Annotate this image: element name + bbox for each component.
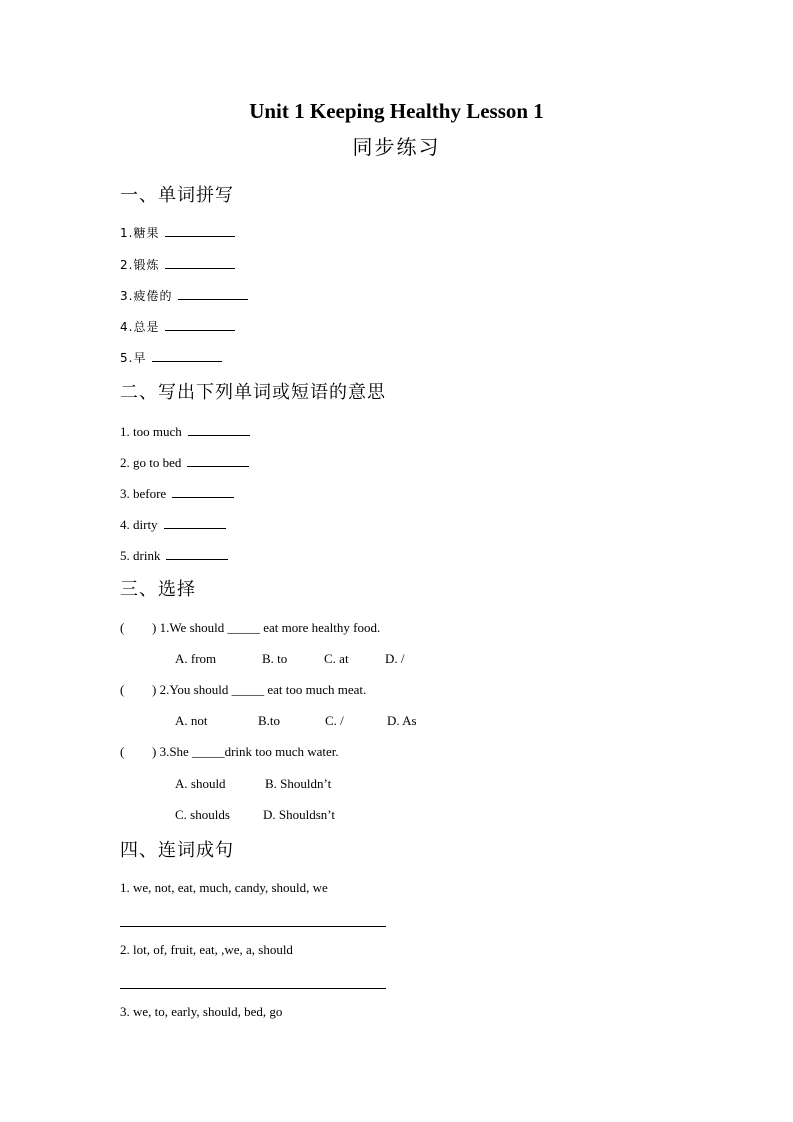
list-item — [120, 316, 235, 336]
question-text: ) 2.You should _____ eat too much meat. — [152, 682, 367, 697]
list-item — [120, 285, 248, 305]
answer-paren[interactable]: ( — [120, 682, 125, 697]
option-a: A. should — [175, 776, 226, 791]
list-item — [120, 222, 235, 242]
item-label: 3.疲倦的 — [120, 289, 173, 303]
option-d: D. Shouldsn’t — [263, 807, 335, 822]
question-1 — [120, 619, 380, 637]
question-2 — [120, 681, 366, 699]
option-c: C. at — [324, 651, 349, 666]
question-3 — [120, 743, 339, 761]
section-heading-meanings: 二、写出下列单词或短语的意思 — [120, 382, 386, 403]
page-subtitle: 同步练习 — [352, 135, 441, 159]
option-d: D. / — [385, 651, 405, 666]
list-item: 2. lot, of, fruit, eat, ,we, a, should — [120, 942, 293, 957]
answer-blank[interactable] — [172, 483, 234, 498]
section-heading-spelling: 一、单词拼写 — [120, 185, 234, 206]
answer-blank[interactable] — [187, 452, 249, 467]
item-label: 4.总是 — [120, 320, 160, 334]
item-label: 4. dirty — [120, 517, 158, 532]
question-text: ) 3.She _____drink too much water. — [152, 744, 339, 759]
question-text: ) 1.We should _____ eat more healthy food. — [152, 620, 381, 635]
option-c: C. shoulds — [175, 807, 230, 822]
item-label: 5.早 — [120, 351, 147, 365]
list-item — [120, 514, 226, 534]
answer-line[interactable] — [120, 988, 386, 989]
list-item — [120, 483, 234, 503]
item-label: 1. too much — [120, 424, 182, 439]
option-d: D. As — [387, 713, 417, 728]
page-title: Unit 1 Keeping Healthy Lesson 1 — [249, 99, 544, 123]
list-item: 1. we, not, eat, much, candy, should, we — [120, 880, 328, 895]
item-label: 5. drink — [120, 548, 161, 563]
answer-blank[interactable] — [164, 514, 226, 529]
section-heading-sentences: 四、连词成句 — [120, 840, 234, 861]
item-label: 2.锻炼 — [120, 258, 160, 272]
section-heading-choice: 三、选择 — [120, 579, 196, 600]
answer-blank[interactable] — [188, 421, 250, 436]
answer-line[interactable] — [120, 926, 386, 927]
option-a: A. not — [175, 713, 208, 728]
answer-blank[interactable] — [165, 222, 235, 237]
list-item — [120, 347, 222, 367]
option-c: C. / — [325, 713, 344, 728]
option-b: B. to — [262, 651, 288, 666]
list-item — [120, 545, 228, 565]
answer-blank[interactable] — [166, 545, 228, 560]
list-item — [120, 421, 250, 441]
list-item — [120, 452, 249, 472]
list-item: 3. we, to, early, should, bed, go — [120, 1004, 283, 1019]
item-label: 3. before — [120, 486, 167, 501]
answer-blank[interactable] — [178, 285, 248, 300]
answer-blank[interactable] — [165, 254, 235, 269]
option-b: B. Shouldn’t — [265, 776, 332, 791]
option-b: B.to — [258, 713, 281, 728]
list-item — [120, 254, 235, 274]
answer-paren[interactable]: ( — [120, 620, 125, 635]
item-label: 2. go to bed — [120, 455, 182, 470]
answer-blank[interactable] — [165, 316, 235, 331]
item-label: 1.糖果 — [120, 226, 160, 240]
option-a: A. from — [175, 651, 217, 666]
answer-blank[interactable] — [152, 347, 222, 362]
answer-paren[interactable]: ( — [120, 744, 125, 759]
